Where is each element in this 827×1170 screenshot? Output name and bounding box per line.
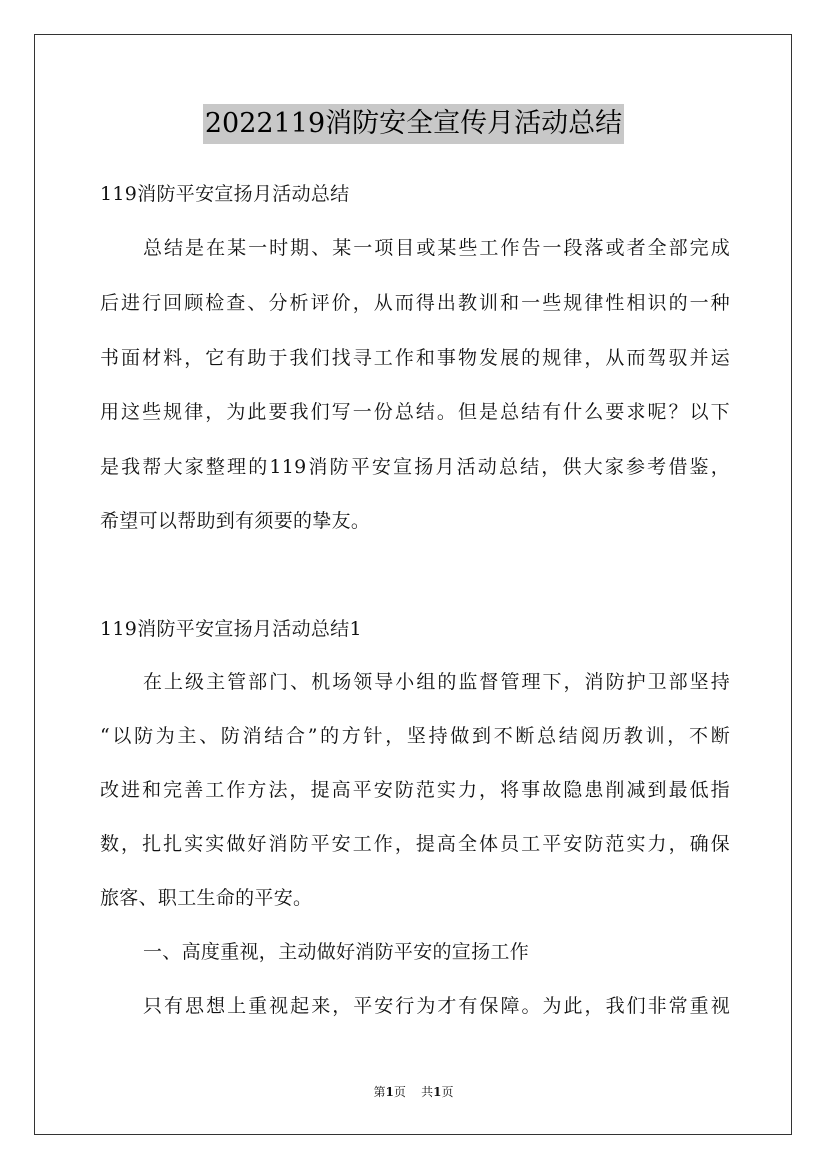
section-1-line-3: 改进和完善工作方法，提高平安防范实力，将事故隐患削减到最低指 (100, 779, 730, 801)
page-footer (0, 1084, 827, 1100)
footer-page-suffix: 页 (441, 1085, 454, 1099)
intro-line-2: 后进行回顾检查、分析评价，从而得出教训和一些规律性相识的一种 (100, 292, 730, 314)
document-subtitle: 119消防平安宣扬月活动总结 (100, 183, 350, 205)
footer-page-number: 1 (385, 1085, 394, 1099)
intro-line-4: 用这些规律，为此要我们写一份总结。但是总结有什么要求呢？以下 (100, 401, 730, 423)
section-1-line-4: 数，扎扎实实做好消防平安工作，提高全体员工平安防范实力，确保 (100, 833, 730, 855)
section-1-line-5: 旅客、职工生命的平安。 (100, 887, 313, 909)
section-1-line-1: 在上级主管部门、机场领导小组的监督管理下，消防护卫部坚持 (143, 671, 730, 693)
document-title-container (0, 104, 827, 144)
footer-page-prefix: 第 (373, 1085, 386, 1099)
intro-line-5: 是我帮大家整理的119消防平安宣扬月活动总结，供大家参考借鉴， (100, 456, 730, 478)
subheading-1: 一、高度重视，主动做好消防平安的宣扬工作 (143, 941, 530, 963)
document-title: 2022119消防安全宣传月活动总结 (203, 104, 624, 144)
footer-total-pages: 1 (433, 1085, 442, 1099)
body-last-line: 只有思想上重视起来，平安行为才有保障。为此，我们非常重视 (143, 995, 730, 1017)
intro-line-1: 总结是在某一时期、某一项目或某些工作告一段落或者全部完成 (143, 237, 730, 259)
intro-line-3: 书面材料，它有助于我们找寻工作和事物发展的规律，从而驾驭并运 (100, 347, 730, 369)
section-1-line-2: “以防为主、防消结合”的方针，坚持做到不断总结阅历教训，不断 (100, 725, 730, 747)
section-1-heading: 119消防平安宣扬月活动总结1 (100, 618, 362, 640)
intro-line-6: 希望可以帮助到有须要的挚友。 (100, 510, 371, 532)
footer-page-mid: 页 共 (393, 1085, 434, 1099)
